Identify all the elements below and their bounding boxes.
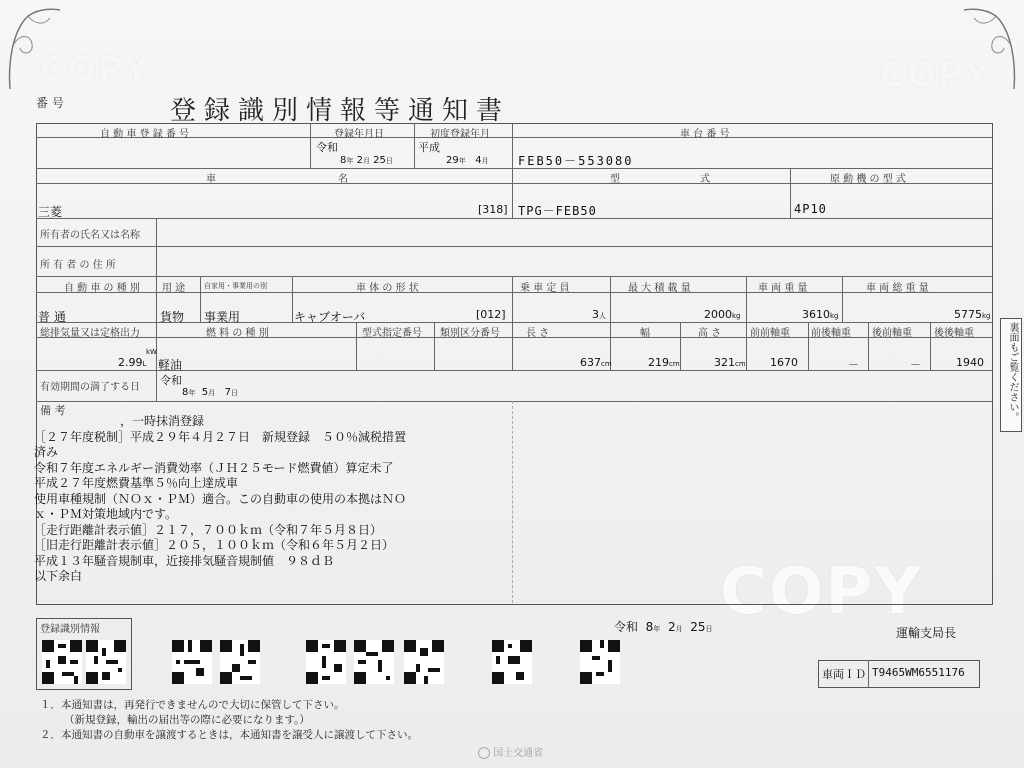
kind-label: 自 動 車 の 種 別: [64, 283, 140, 294]
vehicle-id-label: 車両ＩＤ: [822, 668, 866, 681]
body-code: [012]: [476, 308, 506, 321]
max-load-value: 2000kg: [704, 308, 741, 321]
footnote: １．本通知書は，再発行できませんので大切に保管して下さい。: [40, 699, 345, 711]
chassis-number: FEB50－553080: [518, 154, 634, 168]
first-era: 平成: [418, 141, 440, 154]
type-designation-label: 型式指定番号: [362, 328, 422, 339]
remarks-line: ，一時抹消登録: [120, 414, 205, 428]
remarks-line: 使用車種規制（ＮＯｘ・ＰＭ）適合。この自動車の使用の本拠はＮＯ: [34, 491, 407, 506]
fr-axle-label: 前後軸重: [811, 328, 851, 339]
side-note: 裏面もご覧ください。: [1007, 322, 1018, 422]
expiry-date: 8年 5月 7日: [182, 387, 239, 398]
copy-watermark: COPY: [40, 50, 152, 90]
rf-axle-value: －: [910, 358, 921, 371]
category-label: 類別区分番号: [440, 328, 500, 339]
displacement-label: 総排気量又は定格出力: [40, 328, 140, 339]
reg-number-label: 自 動 車 登 録 番 号: [100, 129, 190, 140]
body-shape: キャブオーバ: [294, 310, 366, 324]
qr-code-icon: [220, 640, 260, 684]
name-label: 名: [338, 174, 348, 185]
qr-code-icon: [492, 640, 532, 684]
remarks-line: 平成２７年度燃費基準５％向上達成車: [34, 476, 239, 490]
owner-name-label: 所有者の氏名又は名称: [40, 230, 140, 241]
capacity-label: 乗 車 定 員: [520, 283, 570, 294]
remarks-label: 備 考: [40, 404, 66, 417]
reg-era: 令和: [316, 141, 338, 154]
model: TPG－FEB50: [518, 204, 597, 218]
displacement-value: kW 2.99L: [118, 348, 157, 369]
remarks-line: ［走行距離計表示値］２１７，７００ｋｍ（令和７年５月８日）: [34, 522, 383, 537]
copy-watermark: COPY: [720, 555, 923, 629]
issuer: 運輸支局長: [896, 626, 957, 640]
vehicle-id: T9465WM6551176: [872, 666, 965, 679]
reg-date-label: 登録年月日: [334, 129, 384, 140]
ff-axle-label: 前前軸重: [750, 328, 790, 339]
weight-value: 3610kg: [802, 308, 839, 321]
rf-axle-label: 後前軸重: [872, 328, 912, 339]
engine-model: 4P10: [794, 202, 827, 216]
remarks-line: 令和７年度エネルギー消費効率（ＪＨ２５モード燃費値）算定未了: [34, 460, 394, 475]
body-label: 車 体 の 形 状: [356, 283, 419, 294]
car-label: 車: [206, 174, 216, 185]
rr-axle-value: 1940: [956, 356, 984, 369]
first-reg-date: 29年 4月: [446, 155, 489, 166]
remarks-line: 済み: [34, 445, 59, 459]
use-value: 貨物: [160, 310, 185, 324]
fr-axle-value: －: [848, 358, 859, 371]
qr-code-icon: [404, 640, 444, 684]
footnote: （新規登録，輸出の届出等の際に必要になります。）: [64, 714, 310, 726]
rr-axle-label: 後後軸重: [934, 328, 974, 339]
page-title: 登録識別情報等通知書: [170, 96, 511, 126]
max-load-label: 最 大 積 載 量: [628, 283, 691, 294]
copy-watermark: COPY: [880, 55, 992, 95]
remarks-line: ［旧走行距離計表示値］２０５，１００ｋｍ（令和６年５月２日）: [34, 538, 395, 552]
height-value: 321cm: [714, 356, 746, 369]
remarks-line: 以下余白: [34, 569, 83, 583]
qr-code-icon: [42, 640, 82, 684]
type-label: 式: [700, 174, 710, 185]
ministry-logo-icon: [478, 747, 490, 759]
qr-code-icon: [354, 640, 394, 684]
gross-weight-value: 5775kg: [954, 308, 991, 321]
remarks-list: [34, 414, 406, 585]
gross-weight-label: 車 両 総 重 量: [866, 283, 929, 294]
weight-label: 車 両 重 量: [758, 283, 808, 294]
ff-axle-value: 1670: [770, 356, 798, 369]
qr-code-icon: [580, 640, 620, 684]
capacity-value: 3人: [592, 308, 606, 321]
length-value: 637cm: [580, 356, 612, 369]
qr-code-icon: [306, 640, 346, 684]
number-label: 番 号: [36, 96, 64, 110]
use-label: 用 途: [162, 283, 186, 294]
length-label: 長 さ: [526, 328, 550, 339]
type-label: 型: [610, 174, 620, 185]
private-value: 事業用: [204, 310, 241, 324]
first-reg-label: 初度登録年月: [430, 129, 490, 140]
engine-label: 原 動 機 の 型 式: [830, 174, 906, 185]
id-info-label: 登録識別情報: [40, 624, 100, 635]
ministry-mark: 国土交通省: [478, 744, 543, 759]
width-label: 幅: [640, 328, 650, 339]
footnote: ２．本通知書の自動車を譲渡するときは，本通知書を譲受人に譲渡して下さい。: [40, 729, 418, 741]
chassis-label: 車 台 番 号: [680, 129, 730, 140]
height-label: 高 さ: [698, 328, 722, 339]
owner-address-label: 所 有 者 の 住 所: [40, 260, 116, 271]
issue-date: 令和 8年 2月 25日: [614, 620, 713, 634]
width-value: 219cm: [648, 356, 680, 369]
remarks-line: 平成１３年騒音規制車，近接排気騒音規制値 ９８ｄＢ: [34, 553, 335, 568]
vehicle-kind: 普 通: [38, 310, 66, 324]
expiry-era: 令和: [160, 374, 182, 387]
expiry-label: 有効期間の満了する日: [40, 382, 140, 393]
fuel-label: 燃 料 の 種 別: [206, 328, 269, 339]
qr-code-icon: [172, 640, 212, 684]
car-name: 三菱: [38, 205, 63, 219]
reg-date: 8年 2月 25日: [340, 155, 393, 166]
remarks-line: ｘ・ＰＭ対策地域内です。: [34, 507, 178, 521]
qr-code-icon: [86, 640, 126, 684]
fuel-value: 軽油: [158, 358, 183, 372]
private-label: 自家用・事業用の別: [204, 282, 267, 290]
car-name-code: [318]: [478, 203, 508, 216]
remarks-line: ［２７年度税制］平成２９年４月２７日 新規登録 ５０％減税措置: [34, 429, 407, 444]
